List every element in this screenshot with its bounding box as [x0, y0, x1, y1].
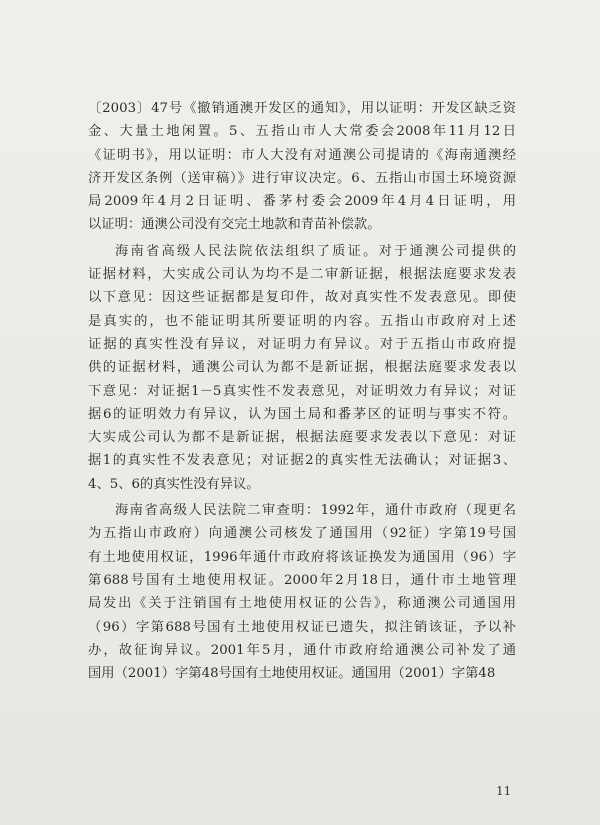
text-line: 第688号国有土地使用权证。2000年2月18日，通什市土地管理 — [88, 572, 516, 588]
text-line: 海南省高级人民法院二审查明：1992年，通什市政府（现更名 — [115, 503, 516, 519]
text-line: 据6的证明效力有异议，认为国土局和番茅区的证明与事实不符。 — [88, 406, 516, 422]
paragraph — [88, 240, 516, 496]
text-line: 《证明书》，用以证明：市人大没有对通澳公司提请的《海南通澳经 — [88, 147, 516, 163]
text-line: 证据材料，大实成公司认为均不是二审新证据，根据法庭要求发表 — [88, 267, 516, 283]
text-line: 〔2003〕47号《撤销通澳开发区的通知》，用以证明：开发区缺乏资 — [88, 101, 516, 116]
document-body — [88, 97, 516, 688]
text-line: 以证明：通澳公司没有交完土地款和青苗补偿款。 — [88, 217, 381, 233]
text-line: 局2009年4月2日证明、番茅村委会2009年4月4日证明，用 — [88, 194, 516, 210]
text-line: 以下意见：因这些证据都是复印件，故对真实性不发表意见。即使 — [88, 290, 516, 306]
text-line: 证据的真实性没有异议，对证明力有异议。对于五指山市政府提 — [88, 336, 516, 352]
text-line: 办，故征询异议。2001年5月，通什市政府给通澳公司补发了通 — [88, 642, 516, 658]
text-line: 供的证据材料，通澳公司认为都不是新证据，根据法庭要求发表以 — [88, 360, 516, 376]
paragraph — [88, 97, 516, 237]
text-line: 金、大量土地闲置。5、五指山市人大常委会2008年11月12日 — [88, 124, 516, 140]
text-line: 4、5、6的真实性没有异议。 — [88, 476, 260, 492]
text-line: 为五指山市政府）向通澳公司核发了通国用（92征）字第19号国 — [88, 526, 516, 542]
page-number: 11 — [496, 784, 512, 798]
text-line: 海南省高级人民法院依法组织了质证。对于通澳公司提供的 — [115, 243, 516, 259]
text-line: 大实成公司认为都不是新证据，根据法庭要求发表以下意见：对证 — [88, 430, 516, 446]
text-line: 国用（2001）字第48号国有土地使用权证。通国用（2001）字第48 — [88, 666, 496, 682]
text-line: 有土地使用权证，1996年通什市政府将该证换发为通国用（96）字 — [88, 549, 516, 565]
text-line: 局发出《关于注销国有土地使用权证的公告》，称通澳公司通国用 — [88, 596, 516, 612]
text-line: 是真实的，也不能证明其所要证明的内容。五指山市政府对上述 — [88, 313, 516, 329]
text-line: 据1的真实性不发表意见；对证据2的真实性无法确认；对证据3、 — [88, 453, 516, 469]
text-line: 济开发区条例（送审稿）》进行审议决定。6、五指山市国土环境资源 — [88, 170, 516, 186]
text-line: 下意见：对证据1－5真实性不发表意见，对证明效力有异议；对证 — [88, 383, 516, 399]
text-line: （96）字第688号国有土地使用权证已遗失，拟注销该证，予以补 — [88, 619, 516, 635]
paragraph — [88, 499, 516, 685]
